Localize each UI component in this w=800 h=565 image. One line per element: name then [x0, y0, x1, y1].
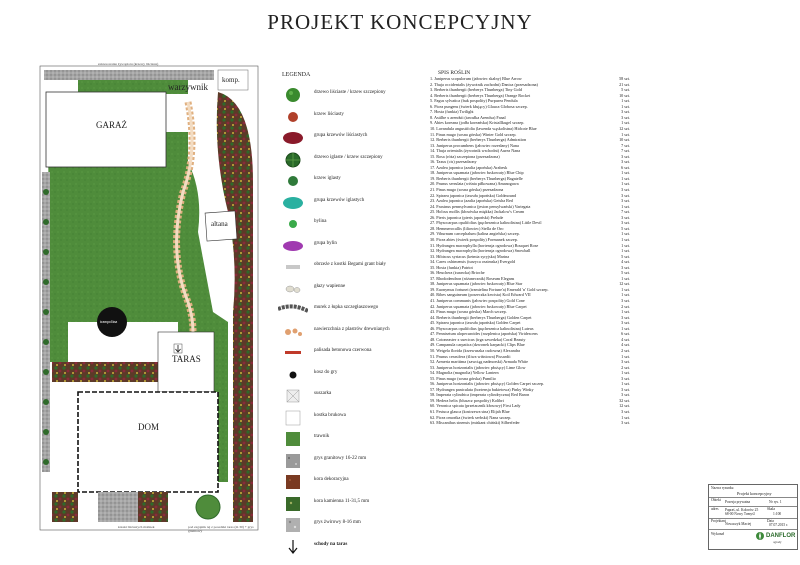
plant-quantity: 12 szt. [619, 403, 630, 409]
plant-list-title: SPIS ROŚLIN [438, 70, 471, 76]
tb-scale-label: Skala [767, 507, 775, 511]
plant-quantity: 3 szt. [621, 187, 630, 192]
plant-quantity: 6 szt. [621, 331, 630, 337]
label-dom: DOM [138, 422, 160, 432]
plant-quantity: 5 szt. [621, 87, 630, 93]
plant-quantity: 2 szt. [621, 347, 630, 353]
legend-item-label: nawierzchnia z plastrów drewnianych [314, 326, 390, 332]
plant-name: 18. Juniperus squamata (jałowiec łuskowaty) Blue Chip [430, 170, 524, 176]
plant-name: 38. Juniperus squamata (jałowiec łuskowaty) Blue Star [430, 281, 523, 287]
legend-item-pebble-gravel [270, 514, 420, 536]
plant-quantity: 1 szt. [621, 414, 630, 420]
plant-quantity: 3 szt. [621, 359, 630, 365]
legend-item-label: kora dekoracyjna [314, 477, 349, 482]
shrub-group-conifer-icon [278, 194, 308, 212]
legend-item-label: bylina [314, 219, 327, 224]
plant-quantity: 1 szt. [621, 242, 630, 248]
label-trampolina: trampolina [100, 319, 118, 324]
plant-quantity: 1 szt. [621, 175, 630, 181]
legend-item-shrub-deciduous [270, 106, 420, 128]
garden-plan-drawing [38, 62, 268, 532]
legend-item-label: schody na taras [314, 541, 348, 547]
plant-quantity: 1 szt. [621, 120, 630, 126]
plant-name: 2. Thuja occidentalis (żywotnik zachodni) Danica (przesadzona) [430, 81, 538, 87]
boulders-icon [278, 280, 308, 298]
bottom-left-bed [52, 492, 78, 522]
plant-quantity: 1 szt. [621, 325, 630, 331]
plant-quantity: 3 szt. [621, 409, 630, 414]
bottom-center-bed [138, 492, 168, 522]
title-block [708, 484, 798, 550]
plant-quantity: 1 szt. [621, 103, 630, 109]
legend-item-label: trawnik [314, 434, 330, 439]
plant-name: 12. Berberis thunbergii (berberys Thunberga) Admiration [430, 137, 527, 143]
plant-quantity: 7 szt. [621, 142, 630, 148]
note-bottom-right: pod zagajnik tej z posadzki taras (m 30) + grys granitowy [188, 525, 254, 533]
legend-item-wood-slices [270, 321, 420, 343]
label-altana: altana [211, 220, 228, 228]
shrub-group-deciduous-icon [278, 129, 308, 147]
legend-item-perennial-group [270, 235, 420, 257]
plant-name: 30. Picea abies (świerk pospolity) Formanek szczep. [430, 236, 518, 242]
plant-name: 7. Hosta (funkia) Twilight [430, 109, 474, 115]
danflor-logo-icon [755, 531, 765, 541]
plant-name: 16. Taxus (cis) przesadzony [430, 159, 477, 165]
plant-name: 55. Pinus mugo (sosna górska) Pumilio [430, 375, 496, 381]
tb-address-label: adres [711, 507, 719, 511]
plant-name: 36. Heuchera (żurawka) Brioche [430, 270, 485, 276]
plant-name: 1. Juniperus scopulorum (jałowiec skalny) Blue Arrow [430, 76, 522, 81]
left-gravel-border [42, 172, 50, 472]
plant-name: 13. Juniperus procumbens (jałowiec rozesłany) Nana [430, 142, 519, 148]
plant-name: 44. Berberis thunbergii (berberys Thunberga) Golden Carpet [430, 314, 532, 320]
tree-conifer-icon [278, 151, 308, 169]
plant-name: 37. Rhododendron (różanecznik) Roseum Elegans [430, 275, 515, 281]
plant-name: 20. Prunus serrulata (wiśnia piłkowana) Amanogawa [430, 181, 519, 187]
legend-item-shrub-group-deciduous [270, 127, 420, 149]
legend-item-label: kostka brukowa [314, 412, 346, 418]
legend-item-tree-deciduous [270, 84, 420, 106]
bottom-right-tree [196, 495, 220, 519]
plant-quantity: 3 szt. [621, 392, 630, 398]
plant-name: 58. Imperata cylindrica (imperata cylindryczna) Red Baron [430, 392, 530, 398]
plant-name: 31. Hydrangea macrophylla (hortensja ogrodowa) Bouquet Rose [430, 242, 539, 248]
plant-list [430, 70, 630, 426]
bed-above-house [52, 362, 162, 382]
legend-item-lawn [270, 428, 420, 450]
garden-plan [38, 62, 268, 532]
plant-quantity: 3 szt. [621, 314, 630, 320]
legend-item-bark [270, 471, 420, 493]
plant-name: 32. Hydrangea macrophylla (hortensja ogrodowa) Snowball [430, 248, 531, 254]
plant-quantity: 3 szt. [621, 420, 630, 426]
plant-name: 42. Juniperus squamata (jałowiec łuskowaty) Blue Carpet [430, 303, 527, 309]
tb-designer-label: Projektant [711, 519, 726, 523]
plant-quantity: 3 szt. [621, 264, 630, 270]
plant-name: 21. Pinus mugo (sosna górska) przesadzona [430, 187, 504, 192]
plant-name: 59. Hedera helix (bluszcz pospolity) Kolibri [430, 397, 504, 403]
note-bottom-left: krzaki liściastych malinek [118, 525, 155, 529]
plant-name: 22. Spiraea japonica (tawuła japońska) Goldmound [430, 192, 517, 198]
plant-quantity: 1 szt. [621, 275, 630, 281]
plant-name: 29. Viburnum carcephalum (kalina angielska) szczep. [430, 231, 520, 237]
legend-item-label: krzew liściasty [314, 111, 344, 117]
plant-quantity: 1 szt. [621, 231, 630, 237]
label-garaz: GARAŻ [96, 120, 127, 130]
tb-made-by-label: Wykonał [711, 532, 724, 536]
house-outline [78, 392, 218, 492]
shrub-conifer-icon [278, 172, 308, 190]
plant-name: 52. Armeria maritima (zawciąg nadmorski) Armada White [430, 359, 528, 365]
plant-quantity: 3 szt. [621, 214, 630, 220]
plant-quantity: 5 szt. [621, 270, 630, 276]
driveway-gravel [98, 492, 138, 522]
plant-quantity: 3 szt. [621, 109, 630, 115]
stone-bark-icon [278, 495, 308, 513]
tree-deciduous-icon [278, 86, 308, 104]
granite-gravel-icon [278, 452, 308, 470]
legend-item-label: grys żwirowy 8-16 mm [314, 520, 361, 525]
plant-name: 47. Pennisetum alopecuroides (rozplenica japońska) Viridescens [430, 331, 538, 337]
plant-name: 51. Prunus cerasifera (śliwa wiśniowa) Pissardii [430, 353, 511, 359]
plant-quantity: 1 szt. [621, 181, 630, 187]
plant-name: 39. Euonymus fortunei (trzmielina Fortune'a) Emerald 'n' Gold szczep. [430, 286, 549, 292]
plant-name: 23. Azalea japonica (azalia japońska) Geisha Red [430, 198, 513, 204]
legend-item-palisade [270, 342, 420, 364]
plant-name: 15. Rosa (róża) szczepiona (przesadzona) [430, 153, 500, 159]
plant-quantity: 10 szt. [619, 137, 630, 143]
plant-quantity: 7 szt. [621, 148, 630, 154]
plant-name: 63. Miscanthus sinensis (miskant chiński) Silberfeder [430, 420, 520, 426]
tb-date-label: Data [767, 519, 774, 523]
plant-name: 43. Pinus mugo (sosna górska) March szczep. [430, 309, 507, 315]
plant-quantity: 3 szt. [621, 198, 630, 204]
plant-name: 46. Physocarpus opulifolius (pęcherznica kalinolistna) Luteus [430, 325, 534, 331]
legend-item-label: grys granitowy 16-22 mm [314, 455, 367, 461]
legend-item-label: kosz do gry [314, 369, 338, 375]
legend-item-edging [270, 256, 420, 278]
plant-quantity: 1 szt. [621, 170, 630, 176]
plant-name: 57. Hydrangea paniculata (hortensja bukietowa) Pinky Winky [430, 386, 534, 392]
plant-name: 50. Weigela florida (krzewuszka cudowna) Alexandra [430, 347, 521, 353]
legend-item-label: grupa krzewów iglastych [314, 197, 365, 203]
plant-name: 27. Physocarpus opulifolius (pęcherznica kalinolistna) Little Devil [430, 220, 542, 226]
plant-quantity: 7 szt. [621, 209, 630, 215]
legend [270, 72, 420, 547]
plant-name: 41. Juniperus communis (jałowiec pospolity) Gold Cone [430, 298, 525, 303]
plant-name: 45. Spiraea japonica (tawuła japońska) Golden Carpet [430, 320, 521, 326]
tb-scale: 1:100 [773, 512, 782, 516]
plant-quantity: 10 szt. [619, 92, 630, 98]
plant-name: 11. Pinus mugo (sosna górska) Winter Gold szczep. [430, 131, 517, 137]
label-komp: komp. [222, 76, 240, 84]
plant-name: 60. Veronica spicata (przetacznik kłosowy) First Lady [430, 403, 521, 409]
label-warzywnik: warzywnik [168, 82, 208, 92]
legend-item-label: kora kamienna 11-31,5 mm [314, 498, 370, 504]
plant-quantity: 1 szt. [621, 309, 630, 315]
plant-name: 5. Fagus sylvatica (buk pospolity) Purpurea Pendula [430, 98, 518, 104]
tb-drawing-name-label: Nazwa rysunku [711, 486, 734, 490]
plant-quantity: 5 szt. [621, 225, 630, 231]
plant-quantity: 1 szt. [621, 292, 630, 298]
tb-drawing-name: Projekt koncepcyjny [737, 491, 772, 496]
plant-quantity: 4 szt. [621, 259, 630, 265]
note-top: zakresowanie żywopłotu (krzewy liściaste) [98, 62, 159, 66]
bark-icon [278, 473, 308, 491]
legend-item-label: palisada betonowa czerwona [314, 348, 372, 353]
legend-item-label: obrzeże z kostki Begami grant biały [314, 262, 387, 267]
plant-quantity: 4 szt. [621, 342, 630, 348]
legend-item-label: drzewo iglaste / krzew szczepiony [314, 154, 383, 160]
plant-name: 61. Festuca glauca (kostrzewa sina) Elijah Blue [430, 409, 510, 414]
legend-item-label: głazy wapienne [314, 283, 346, 289]
shrub-deciduous-icon [278, 108, 308, 126]
tb-object-label: Obiekt [711, 498, 721, 502]
tb-designer: Nowaczyk Maciej [725, 522, 752, 526]
plant-quantity: 5 szt. [621, 253, 630, 259]
plant-quantity: 3 szt. [621, 220, 630, 226]
legend-item-label: grupa bylin [314, 240, 337, 246]
lawn-icon [278, 430, 308, 448]
legend-item-stairs-arrow [270, 536, 420, 558]
plant-quantity: 1 szt. [621, 248, 630, 254]
legend-item-dryer [270, 385, 420, 407]
label-taras: TARAS [172, 354, 201, 364]
plant-name: 19. Berberis thunbergii (berberys Thunberga) Bagatelle [430, 175, 523, 181]
plant-name: 6. Picea pungens (świerk kłujący) Glauca Globosa szczep. [430, 103, 528, 109]
plant-name: 49. Campanula carpatica (dzwonek karpacki) Clips Blue [430, 342, 525, 348]
plant-name: 17. Azalea japonica (azalia japońska) Arabesk [430, 164, 508, 170]
plant-name: 54. Magnolia (magnolia) Yellow Lantern [430, 370, 499, 376]
legend-item-label: grupa krzewów liściastych [314, 133, 368, 138]
basket-icon [278, 366, 308, 384]
legend-item-shrub-group-conifer [270, 192, 420, 214]
legend-item-perennial [270, 213, 420, 235]
tb-date: 07.07.2015 r. [769, 523, 788, 527]
plant-quantity: 21 szt. [619, 81, 630, 87]
edging-icon [278, 258, 308, 276]
legend-item-label: drzewo liściaste / krzew szczepiony [314, 90, 386, 95]
plant-name: 9. Abies koreana (jodła koreańska) Kristallkugel szczep. [430, 120, 525, 126]
paving-icon [278, 409, 308, 427]
legend-item-boulders [270, 278, 420, 300]
palisade-icon [278, 344, 308, 362]
plant-quantity: 1 szt. [621, 370, 630, 376]
page-title: PROJEKT KONCEPCYJNY [267, 10, 533, 34]
legend-item-label: murek z łupka szczegłaszowego [314, 305, 379, 310]
plant-quantity: 3 szt. [621, 320, 630, 326]
plant-quantity: 4 szt. [621, 336, 630, 342]
top-gravel-strip [44, 70, 214, 80]
plant-name: 24. Fraxinus pennsylvanica (jesion pensylwański) Variegata [430, 203, 531, 209]
legend-item-basket [270, 364, 420, 386]
tb-drawing-number: Nr rys. 1 [769, 500, 782, 504]
tb-address-2: 68-00 Nowy Tomyśl [725, 512, 755, 516]
legend-item-shrub-conifer [270, 170, 420, 192]
plant-name: 53. Juniperus horizontalis (jałowiec płożący) Lime Glow [430, 364, 526, 370]
plant-name: 33. Hibiscus syriacus (ketmia syryjska) Marina [430, 253, 510, 259]
plant-quantity: 1 szt. [621, 353, 630, 359]
plant-name: 4. Berberis thunbergii (berberys Thunberga) Orange Rocket [430, 92, 531, 98]
plant-quantity: 3 szt. [621, 192, 630, 198]
perennial-icon [278, 215, 308, 233]
plant-quantity: 6 szt. [621, 164, 630, 170]
plant-quantity: 2 szt. [621, 303, 630, 309]
plant-quantity: 3 szt. [621, 159, 630, 165]
legend-item-granite-gravel [270, 450, 420, 472]
plant-quantity: 1 szt. [621, 286, 630, 292]
plant-name: 8. Astilbe x arendsii (tawułka Arendsa) Fanal [430, 114, 506, 120]
list-item [430, 420, 630, 425]
plant-name: 28. Hemmerocallis (liliowiec) Stella de Oro [430, 225, 504, 231]
plant-name: 35. Hosta (funkia) Patriot [430, 264, 473, 270]
plant-quantity: 12 szt. [619, 125, 630, 131]
plant-name: 14. Thuja orientalis (żywotnik wschodni) Aurea Nana [430, 148, 521, 154]
legend-item-slate-wall [270, 299, 420, 321]
plant-quantity: 58 szt. [619, 76, 630, 81]
dryer-icon [278, 387, 308, 405]
pebble-gravel-icon [278, 516, 308, 534]
plant-quantity: 1 szt. [621, 381, 630, 387]
plant-quantity: 3 szt. [621, 298, 630, 303]
plant-name: 40. Ribes sanguineum (porzeczka krwista) Koil Edward VII [430, 292, 531, 298]
plant-quantity: 1 szt. [621, 203, 630, 209]
legend-item-paving [270, 407, 420, 429]
plant-quantity: 3 szt. [621, 153, 630, 159]
plant-name: 62. Picea omorika (świerk serbski) Nana szczep. [430, 414, 512, 420]
tb-address-1: Papraś, ul. Kolorów 25 [725, 508, 759, 512]
plant-name: 34. Carex oshimensis (turzyca oszimska) Evergold [430, 259, 516, 265]
plant-name: 56. Juniperus horizontalis (jałowiec płożący) Golden Carpet szczep. [430, 381, 545, 387]
plant-name: 48. Cotoneaster x suecicus (irga szwedzka) Coral Beauty [430, 336, 526, 342]
plant-name: 26. Pieris japonica (pieris japoński) Prelude [430, 214, 504, 220]
plant-quantity: 3 szt. [621, 375, 630, 381]
tb-brand-sub: ogrody [773, 540, 782, 544]
stairs-arrow-icon [278, 538, 308, 556]
legend-item-tree-conifer [270, 149, 420, 171]
legend-item-label: krzew iglasty [314, 176, 341, 181]
tb-object: Posesja prywatna [725, 500, 751, 504]
plant-name: 25. Holcus mollis (kłosówka miękka) Jackalow's Cream [430, 209, 525, 215]
tb-brand: DANFLOR [766, 533, 796, 539]
legend-title: LEGENDA [282, 72, 311, 78]
legend-item-label: suszarka [314, 391, 332, 396]
wood-slices-icon [278, 323, 308, 341]
plant-name: 10. Lavandula angustifolia (lawenda wąskolistna) Hidcote Blue [430, 125, 537, 131]
plant-name: 3. Berberis thunbergii (berberys Thunberga) Tiny Gold [430, 87, 522, 93]
slate-wall-icon [278, 301, 308, 319]
plant-quantity: 12 szt. [619, 281, 630, 287]
plant-quantity: 3 szt. [621, 386, 630, 392]
plant-quantity: 1 szt. [621, 98, 630, 104]
plant-quantity: 3 szt. [621, 114, 630, 120]
legend-item-stone-bark [270, 493, 420, 515]
perennial-group-icon [278, 237, 308, 255]
plant-quantity: 2 szt. [621, 364, 630, 370]
plant-quantity: 1 szt. [621, 236, 630, 242]
plant-quantity: 1 szt. [621, 131, 630, 137]
plant-quantity: 32 szt. [619, 397, 630, 403]
